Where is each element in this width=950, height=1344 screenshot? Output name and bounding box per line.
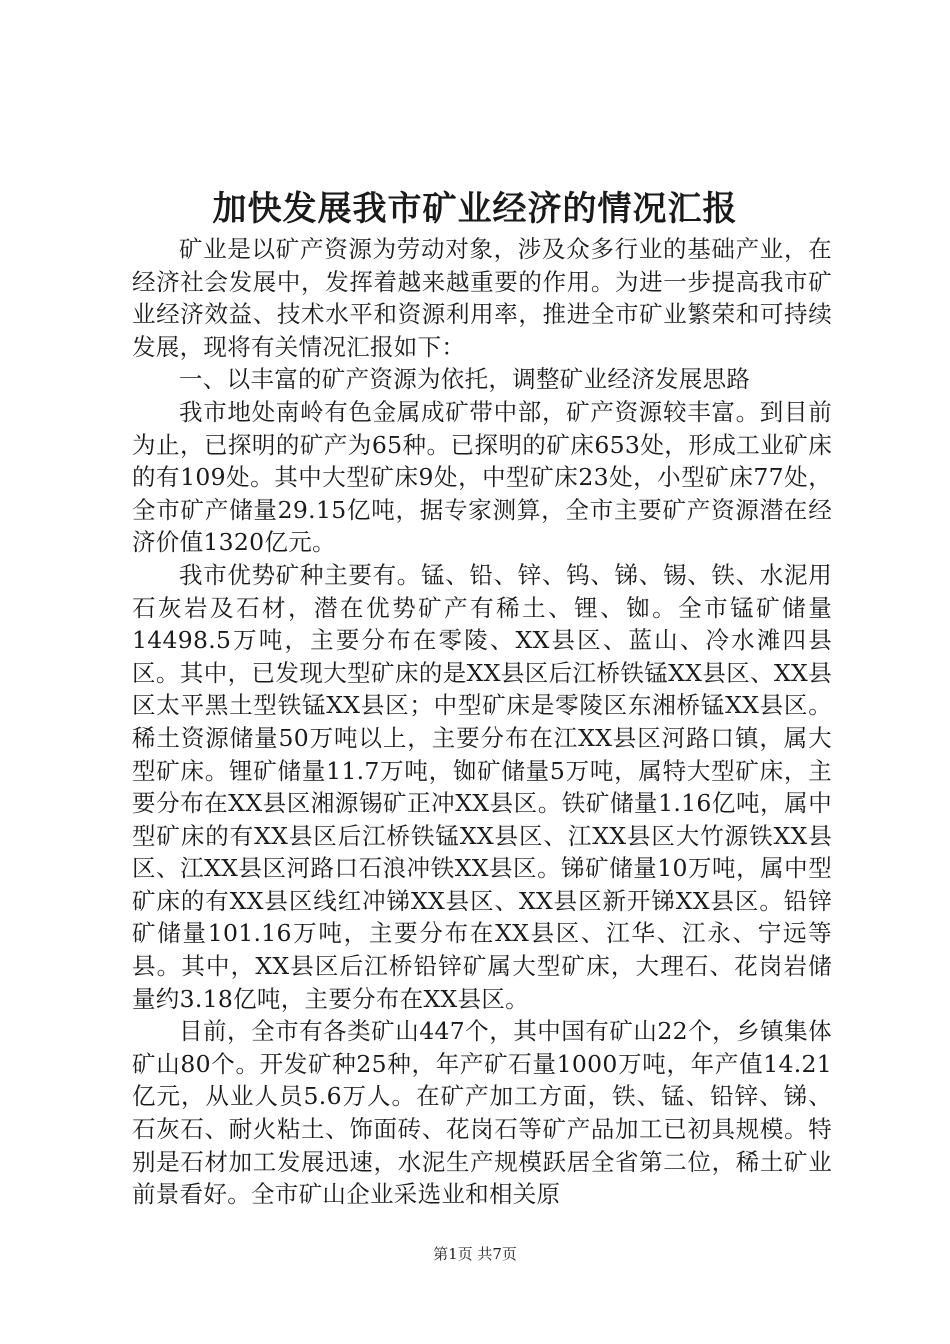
document-body bbox=[132, 233, 832, 1211]
paragraph-advantage-minerals: 我市优势矿种主要有。锰、铅、锌、钨、锑、锡、铁、水泥用石灰岩及石材，潜在优势矿产有稀土、锂、铷。全市锰矿储量14498.5万吨，主要分布在零陵、XX县区、蓝山、冷水滩四县区。其中，已发现大型矿床的是XX县区后江桥铁锰XX县区、XX县区太平黑土型铁锰XX县区；中型矿床是零陵区东湘桥锰XX县区。稀土资源储量50万吨以上，主要分布在江XX县区河路口镇，属大型矿床。锂矿储量11.7万吨，铷矿储量5万吨，属特大型矿床，主要分布在XX县区湘源锡矿正冲XX县区。铁矿储量1.16亿吨，属中型矿床的有XX县区后江桥铁锰XX县区、江XX县区大竹源铁XX县区、江XX县区河路口石浪冲铁XX县区。锑矿储量10万吨，属中型矿床的有XX县区线红冲锑XX县区、XX县区新开锑XX县区。铅锌矿储量101.16万吨，主要分布在XX县区、江华、江永、宁远等县。其中，XX县区后江桥铅锌矿属大型矿床，大理石、花岗岩储量约3.18亿吨，主要分布在XX县区。 bbox=[132, 560, 832, 1013]
section-heading-1: 一、以丰富的矿产资源为依托，调整矿业经济发展思路 bbox=[179, 365, 751, 394]
paragraph-current-status: 目前，全市有各类矿山447个，其中国有矿山22个，乡镇集体矿山80个。开发矿种25种，年产矿石量1000万吨，年产值14.21亿元，从业人员5.6万人。在矿产加工方面，铁、锰、铅锌、锑、石灰石、耐火粘土、饰面砖、花岗石等矿产品加工已初具规模。特别是石材加工发展迅速，水泥生产规模跃居全省第二位，稀土矿业前景看好。全市矿山企业采选业和相关原 bbox=[132, 1017, 832, 1209]
document-title: 加快发展我市矿业经济的情况汇报 bbox=[212, 189, 738, 229]
page-number-footer: 第1页 共7页 bbox=[433, 1245, 517, 1263]
paragraph-resources: 我市地处南岭有色金属成矿带中部，矿产资源较丰富。到目前为止，已探明的矿产为65种。已探明的矿床653处，形成工业矿床的有109处。其中大型矿床9处，中型矿床23处，小型矿床77处，全市矿产储量29.15亿吨，据专家测算，全市主要矿产资源潜在经济价值1320亿元。 bbox=[132, 397, 832, 557]
paragraph-intro: 矿业是以矿产资源为劳动对象，涉及众多行业的基础产业，在经济社会发展中，发挥着越来越重要的作用。为进一步提高我市矿业经济效益、技术水平和资源利用率，推进全市矿业繁荣和可持续发展，现将有关情况汇报如下： bbox=[132, 235, 832, 361]
